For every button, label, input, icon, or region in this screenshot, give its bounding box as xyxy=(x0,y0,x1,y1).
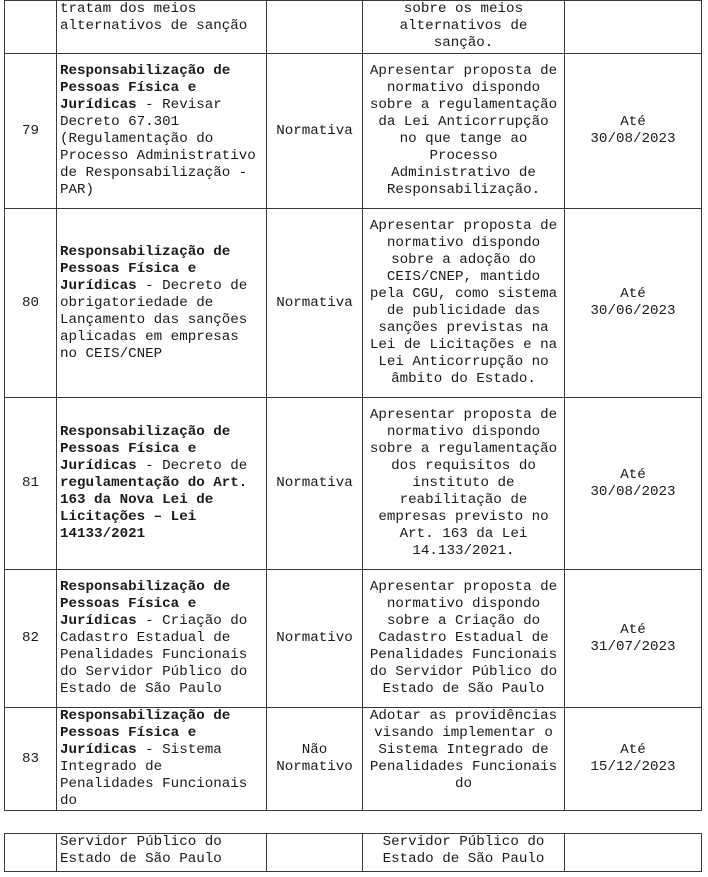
action-title: Responsabilização de Pessoas Física e Jurídicas xyxy=(60,63,231,113)
action-dash: - xyxy=(136,613,163,629)
type-cell: Normativa xyxy=(267,54,363,209)
deadline-date: 31/07/2023 xyxy=(590,638,676,655)
type-cell xyxy=(267,1,363,54)
row-number-cell xyxy=(5,834,57,872)
deadline-cell xyxy=(565,209,702,398)
action-dash: - xyxy=(136,742,163,758)
deadline-date: 15/12/2023 xyxy=(590,759,676,775)
action-text: Decreto de xyxy=(162,458,248,474)
deadline-label: Até xyxy=(620,286,646,302)
action-cell: Servidor Público do Estado de São Paulo xyxy=(57,834,267,872)
action-cell xyxy=(57,54,267,209)
deadline-date: 30/08/2023 xyxy=(590,483,676,500)
action-text: Sistema Integrado de Penalidades Funcionais do xyxy=(60,742,248,809)
description-cell: Servidor Público do Estado de São Paulo xyxy=(363,834,565,872)
table-row xyxy=(5,834,702,872)
description-text: sobre os meios alternativos de sanção. xyxy=(399,1,528,51)
actions-table xyxy=(4,0,702,811)
description-cell: Apresentar proposta de normativo dispondo sobre a adoção do CEIS/CNEP, mantido pela CGU, como sistema de publicidade das sanções previstas na Lei de Licitações e na Lei Anticorrupção no âmbito do Estado. xyxy=(363,209,565,398)
action-cell xyxy=(57,209,267,398)
deadline-cell xyxy=(565,54,702,209)
action-title: Responsabilização de Pessoas Física e Jurídicas xyxy=(60,708,231,758)
action-title: Responsabilização de Pessoas Física e Jurídicas xyxy=(60,424,231,474)
action-dash: - xyxy=(136,277,163,294)
row-number: 79 xyxy=(5,54,57,209)
action-dash: - xyxy=(136,97,163,113)
action-cell xyxy=(57,708,267,811)
action-dash: - xyxy=(136,458,163,474)
table-row xyxy=(5,398,702,570)
deadline-cell xyxy=(565,834,702,872)
deadline-date: 30/08/2023 xyxy=(590,131,676,147)
action-text: Decreto de obrigatoriedade de Lançamento das sanções aplicadas em empresas no CEIS/CNEP xyxy=(60,277,248,362)
action-title: Responsabilização de Pessoas Física e Jurídicas xyxy=(60,243,231,294)
row-number-cell xyxy=(5,1,57,54)
action-cell xyxy=(57,570,267,708)
deadline-label: Até xyxy=(620,466,646,483)
action-cell xyxy=(57,398,267,570)
deadline-cell xyxy=(565,1,702,54)
action-text: tratam dos meios alternativos de sanção xyxy=(60,1,248,34)
table-row xyxy=(5,570,702,708)
action-title: Responsabilização de Pessoas Física e Jurídicas xyxy=(60,579,231,629)
deadline-cell xyxy=(565,570,702,708)
type-cell: Normativo xyxy=(267,570,363,708)
description-cell: Apresentar proposta de normativo dispondo sobre a Criação do Cadastro Estadual de Penalidades Funcionais do Servidor Público do Estado de São Paulo xyxy=(363,570,565,708)
row-number: 83 xyxy=(5,708,57,811)
action-bold-text: regulamentação do Art. 163 da Nova Lei de Licitações – Lei 14133/2021 xyxy=(60,475,248,542)
description-cell: Apresentar proposta de normativo dispondo sobre a regulamentação da Lei Anticorrupção no que tange ao Processo Administrativo de Responsabilização. xyxy=(363,54,565,209)
description-cell xyxy=(363,1,565,54)
deadline-cell xyxy=(565,708,702,811)
action-cell xyxy=(57,1,267,54)
row-number: 80 xyxy=(5,209,57,398)
table-row xyxy=(5,708,702,811)
table-row xyxy=(5,209,702,398)
row-number: 81 xyxy=(5,398,57,570)
deadline-cell xyxy=(565,398,702,570)
deadline-label: Até xyxy=(620,621,646,638)
deadline-label: Até xyxy=(620,742,646,758)
continuation-table xyxy=(4,833,702,872)
table-row xyxy=(5,1,702,54)
description-cell: Apresentar proposta de normativo dispondo sobre a regulamentação dos requisitos do instituto de reabilitação de empresas previsto no Art. 163 da Lei 14.133/2021. xyxy=(363,398,565,570)
table-row xyxy=(5,54,702,209)
action-text: Revisar Decreto 67.301 (Regulamentação do Processo Administrativo de Responsabilização - PAR) xyxy=(60,97,256,198)
type-cell: Não Normativo xyxy=(267,708,363,811)
deadline-date: 30/06/2023 xyxy=(590,303,676,319)
type-cell: Normativa xyxy=(267,398,363,570)
type-cell: Normativa xyxy=(267,209,363,398)
row-number: 82 xyxy=(5,570,57,708)
description-cell: Adotar as providências visando implementar o Sistema Integrado de Penalidades Funcionais do xyxy=(363,708,565,811)
action-text: Criação do Cadastro Estadual de Penalidades Funcionais do Servidor Público do Estado de São Paulo xyxy=(60,613,248,697)
type-cell xyxy=(267,834,363,872)
deadline-label: Até xyxy=(620,114,646,130)
